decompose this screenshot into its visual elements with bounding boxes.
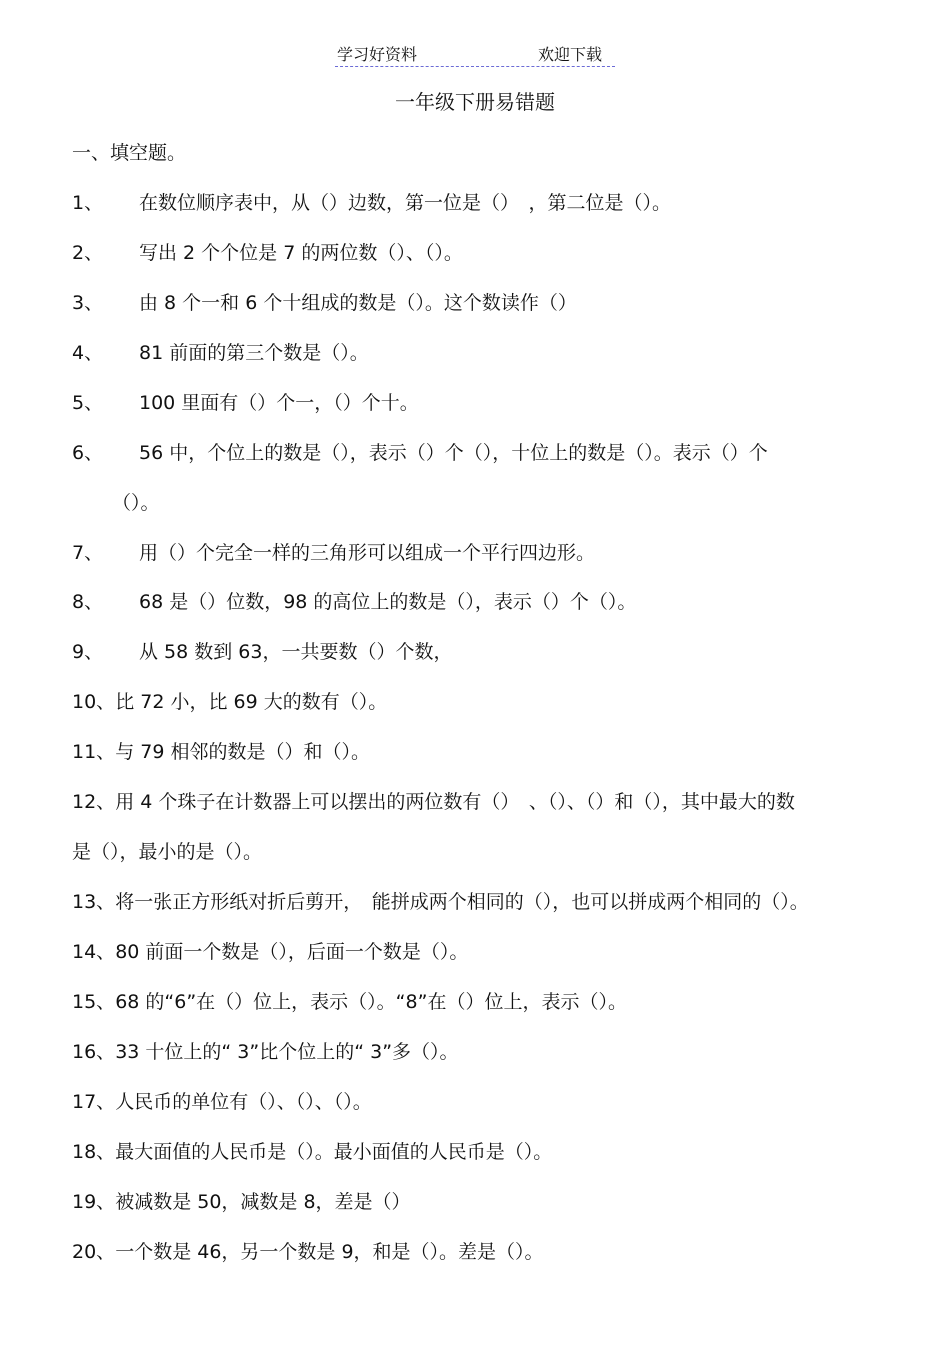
question-text: 人民币的单位有（）、（）、（）。	[115, 1091, 372, 1113]
question-text: 100 里面有（）个一，（）个十。	[139, 392, 419, 414]
question-2	[72, 238, 877, 265]
question-number: 6、	[72, 442, 104, 464]
question-15	[72, 987, 877, 1014]
question-number: 9、	[72, 641, 104, 663]
question-10	[72, 687, 877, 714]
question-text: 一个数是 46，另一个数是 9，和是（）。差是（）。	[115, 1241, 544, 1263]
question-text: 68 的“6”在（）位上，表示（）。“8”在（）位上，表示（）。	[115, 991, 627, 1013]
question-number: 20、	[72, 1241, 116, 1263]
header-left-text: 学习好资料	[337, 45, 418, 64]
question-19	[72, 1187, 877, 1214]
question-text: 在数位顺序表中，从（）边数，第一位是（） ，第二位是（）。	[139, 192, 672, 214]
question-1	[72, 188, 877, 215]
question-number: 18、	[72, 1141, 116, 1163]
question-11	[72, 737, 877, 764]
question-text: 33 十位上的“ 3”比个位上的“ 3”多（）。	[115, 1041, 459, 1063]
question-number: 2、	[72, 242, 104, 264]
question-8	[72, 587, 877, 614]
question-5	[72, 388, 877, 415]
page-title: 一年级下册易错题	[395, 90, 555, 114]
question-13	[72, 887, 877, 914]
question-number: 13、	[72, 891, 116, 913]
question-text: 被减数是 50，减数是 8，差是（）	[115, 1191, 411, 1213]
page-header	[335, 40, 615, 67]
question-text: 与 79 相邻的数是（）和（）。	[115, 741, 370, 763]
question-4	[72, 338, 877, 365]
question-number: 17、	[72, 1091, 116, 1113]
question-number: 1、	[72, 192, 104, 214]
question-number: 10、	[72, 691, 116, 713]
question-text: 81 前面的第三个数是（）。	[139, 342, 369, 364]
question-14	[72, 937, 877, 964]
question-20	[72, 1237, 877, 1264]
section-title: 一、填空题。	[72, 142, 187, 164]
question-number: 15、	[72, 991, 116, 1013]
question-text: 写出 2 个个位是 7 的两位数（）、（）。	[139, 242, 463, 264]
question-number: 14、	[72, 941, 116, 963]
question-number: 4、	[72, 342, 104, 364]
question-number: 7、	[72, 542, 104, 564]
question-7	[72, 538, 877, 565]
question-9	[72, 637, 877, 664]
question-text: 用（）个完全一样的三角形可以组成一个平行四边形。	[139, 542, 596, 564]
question-number: 12、	[72, 791, 116, 813]
question-6-continuation: （）。	[112, 492, 160, 514]
question-text: 68 是（）位数，98 的高位上的数是（），表示（）个（）。	[139, 591, 637, 613]
question-text: 最大面值的人民币是（）。最小面值的人民币是（）。	[115, 1141, 553, 1163]
question-18	[72, 1137, 877, 1164]
question-17	[72, 1087, 877, 1114]
question-text: 由 8 个一和 6 个十组成的数是（）。这个数读作（）	[139, 292, 577, 314]
question-16	[72, 1037, 877, 1064]
question-number: 11、	[72, 741, 116, 763]
header-right-text: 欢迎下载	[538, 45, 603, 64]
question-number: 8、	[72, 591, 104, 613]
question-number: 16、	[72, 1041, 116, 1063]
question-text: 从 58 数到 63，一共要数（）个数，	[139, 641, 453, 663]
question-3	[72, 288, 877, 315]
question-number: 19、	[72, 1191, 116, 1213]
question-12	[72, 787, 877, 814]
question-number: 3、	[72, 292, 104, 314]
question-text: 比 72 小，比 69 大的数有（）。	[115, 691, 388, 713]
question-text: 80 前面一个数是（），后面一个数是（）。	[115, 941, 469, 963]
question-12-continuation: 是（），最小的是（）。	[72, 841, 263, 863]
question-text: 用 4 个珠子在计数器上可以摆出的两位数有（） 、（）、（）和（），其中最大的数	[115, 791, 795, 813]
question-number: 5、	[72, 392, 104, 414]
question-text: 将一张正方形纸对折后剪开， 能拼成两个相同的（），也可以拼成两个相同的（）。	[115, 891, 809, 913]
question-text: 56 中，个位上的数是（），表示（）个（），十位上的数是（）。表示（）个	[139, 442, 768, 464]
question-6	[72, 438, 877, 465]
